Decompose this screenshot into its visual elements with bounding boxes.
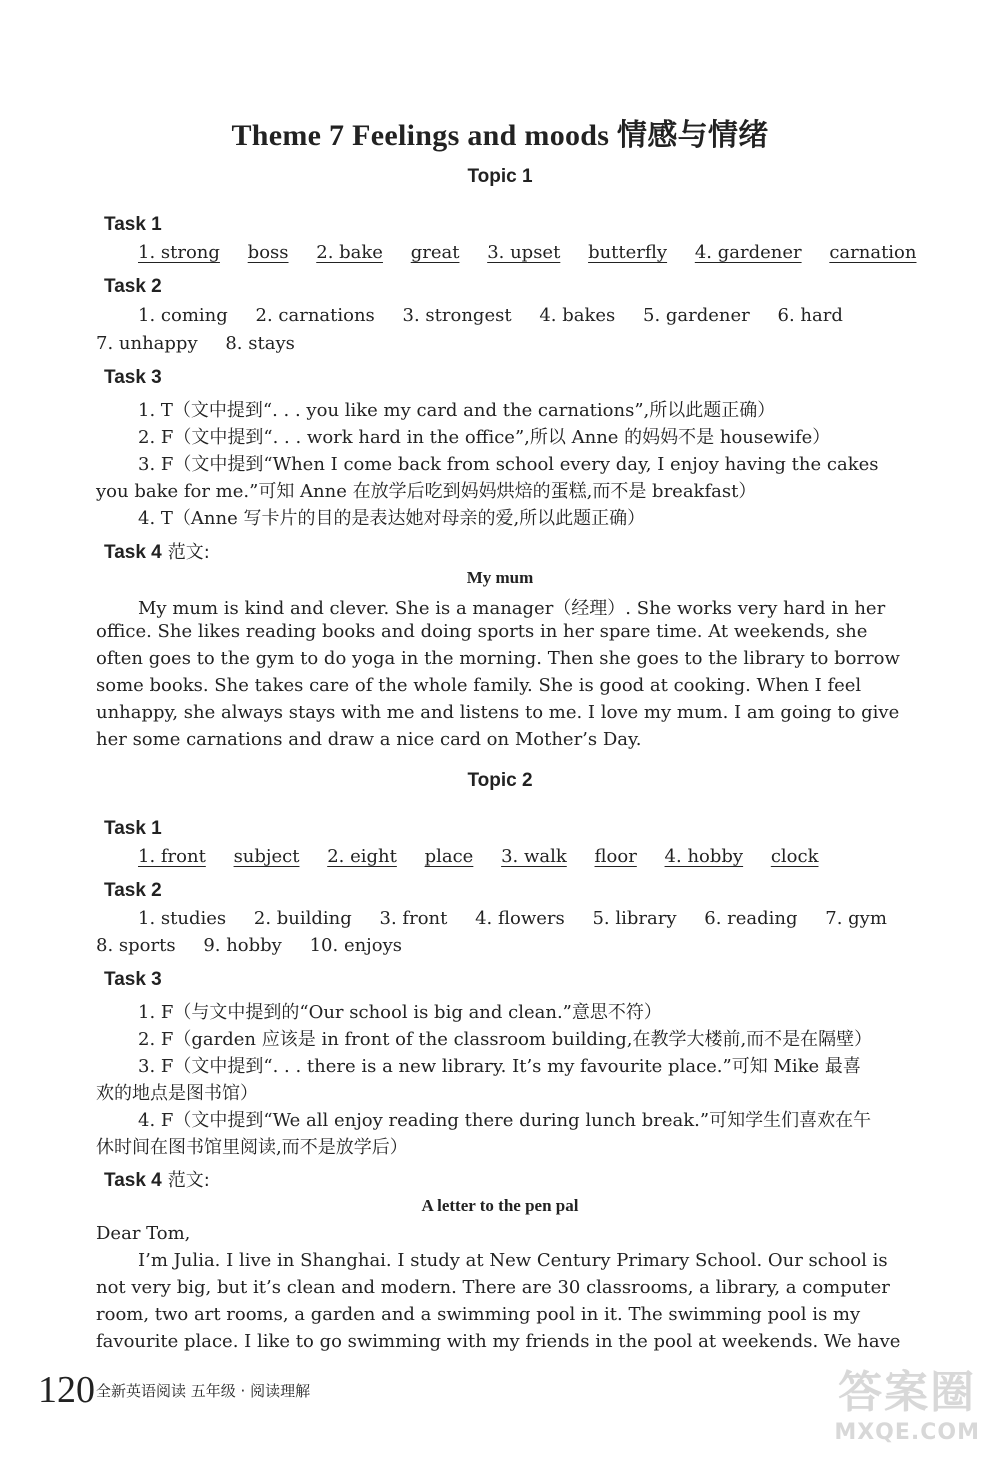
answer: 2. carnations [255, 305, 375, 326]
answer: boss [247, 242, 289, 263]
answer: 8. stays [225, 333, 295, 354]
answer: 1. front [138, 846, 206, 867]
t2-letter-line: room, two art rooms, a garden and a swimming pool in it. The swimming pool is my [96, 1304, 861, 1325]
answer: 7. gym [825, 908, 887, 929]
watermark-text: 答案圈 [838, 1367, 977, 1418]
t2-task3-line: 2. F（garden 应该是 in front of the classroom building,在教学大楼前,而不是在隔壁） [138, 1029, 873, 1050]
t2-letter-line: I’m Julia. I live in Shanghai. I study at New Century Primary School. Our school is [138, 1250, 888, 1271]
answer: 5. gardener [643, 305, 750, 326]
t1-essay-line: My mum is kind and clever. She is a manager（经理）. She works very hard in her [138, 598, 886, 619]
t1-task3-label: Task 3 [104, 367, 162, 388]
t2-letter-line: favourite place. I like to go swimming with my friends in the pool at weekends. We have [96, 1331, 901, 1352]
t2-task3-line: 4. F（文中提到“We all enjoy reading there during lunch break.”可知学生们喜欢在午 [138, 1110, 872, 1131]
task-label: Task 4 [104, 1170, 162, 1191]
t2-task4-label [104, 1166, 210, 1192]
t2-task3-label: Task 3 [104, 969, 162, 990]
answer: 7. unhappy [96, 333, 198, 354]
answer: carnation [829, 242, 917, 263]
answer: 3. upset [487, 242, 561, 263]
t1-task3-line: 4. T（Anne 写卡片的目的是表达她对母亲的爱,所以此题正确） [138, 508, 646, 529]
answer: 8. sports [96, 935, 176, 956]
answer: 5. library [592, 908, 677, 929]
answer: 4. flowers [475, 908, 565, 929]
answer: 3. strongest [402, 305, 512, 326]
answer: 1. coming [138, 305, 228, 326]
t1-task1-label: Task 1 [104, 214, 162, 235]
t1-essay-title: My mum [466, 568, 534, 587]
t2-task3-line: 欢的地点是图书馆） [96, 1083, 258, 1104]
answer: butterfly [588, 242, 668, 263]
answer: 3. walk [501, 846, 567, 867]
page-title: Theme 7 Feelings and moods 情感与情绪 [231, 119, 769, 152]
answer: 6. reading [704, 908, 798, 929]
answer: place [424, 846, 474, 867]
t1-task2-label: Task 2 [104, 276, 162, 297]
book-title: 全新英语阅读 五年级 · 阅读理解 [96, 1382, 311, 1400]
page-number: 120 [38, 1369, 95, 1411]
t2-task1-label: Task 1 [104, 818, 162, 839]
answer: great [410, 242, 460, 263]
t2-letter-line: not very big, but it’s clean and modern. There are 30 classrooms, a library, a computer [96, 1277, 890, 1298]
task-suffix: 范文: [167, 542, 210, 563]
topic-2-heading: Topic 2 [467, 770, 533, 791]
t1-task3-line: 2. F（文中提到“. . . work hard in the office”,所以 Anne 的妈妈不是 housewife） [138, 427, 831, 448]
t2-task3-line: 休时间在图书馆里阅读,而不是放学后） [96, 1137, 408, 1158]
t1-task2-answers-line1 [138, 305, 865, 326]
t1-essay-line: unhappy, she always stays with me and listens to me. I love my mum. I am going to give [96, 702, 900, 723]
watermark-url: MXQE.COM [834, 1420, 980, 1445]
watermark-logo [834, 1356, 980, 1445]
t1-task2-answers-line2 [96, 333, 317, 354]
t2-task2-label: Task 2 [104, 880, 162, 901]
t2-letter-greeting: Dear Tom, [96, 1223, 191, 1244]
t1-task1-answers [138, 242, 939, 263]
t1-task4-label [104, 538, 210, 564]
t2-task2-answers-line1 [138, 908, 909, 929]
answer: 1. strong [138, 242, 220, 263]
answer: 4. bakes [539, 305, 616, 326]
t2-essay-title: A letter to the pen pal [421, 1196, 579, 1215]
t1-essay-line: office. She likes reading books and doing sports in her spare time. At weekends, she [96, 621, 868, 642]
answer: 10. enjoys [309, 935, 403, 956]
answer: 2. building [253, 908, 352, 929]
t1-task3-line: you bake for me.”可知 Anne 在放学后吃到妈妈烘焙的蛋糕,而不是 breakfast） [96, 481, 757, 502]
task-suffix: 范文: [167, 1170, 210, 1191]
t1-essay-line: her some carnations and draw a nice card on Mother’s Day. [96, 729, 642, 750]
t2-task3-line: 3. F（文中提到“. . . there is a new library. It’s my favourite place.”可知 Mike 最喜 [138, 1056, 861, 1077]
answer: 9. hobby [203, 935, 282, 956]
answer: 2. eight [327, 846, 397, 867]
answer: floor [594, 846, 637, 867]
t1-essay-line: some books. She takes care of the whole family. She is good at cooking. When I feel [96, 675, 862, 696]
answer: clock [770, 846, 819, 867]
answer: subject [233, 846, 300, 867]
answer: 4. gardener [694, 242, 802, 263]
t2-task1-answers [138, 846, 841, 867]
t1-task3-line: 3. F（文中提到“When I come back from school every day, I enjoy having the cakes [138, 454, 879, 475]
answer: 1. studies [138, 908, 227, 929]
answer: 3. front [379, 908, 448, 929]
t2-task2-answers-line2 [96, 935, 424, 956]
topic-1-heading: Topic 1 [467, 166, 533, 187]
task-label: Task 4 [104, 542, 162, 563]
t2-task3-line: 1. F（与文中提到的“Our school is big and clean.”意思不符） [138, 1002, 662, 1023]
t1-essay-line: often goes to the gym to do yoga in the morning. Then she goes to the library to borrow [96, 648, 900, 669]
answer: 6. hard [777, 305, 843, 326]
answer: 4. hobby [664, 846, 744, 867]
answer: 2. bake [316, 242, 383, 263]
t1-task3-line: 1. T（文中提到“. . . you like my card and the carnations”,所以此题正确） [138, 400, 776, 421]
